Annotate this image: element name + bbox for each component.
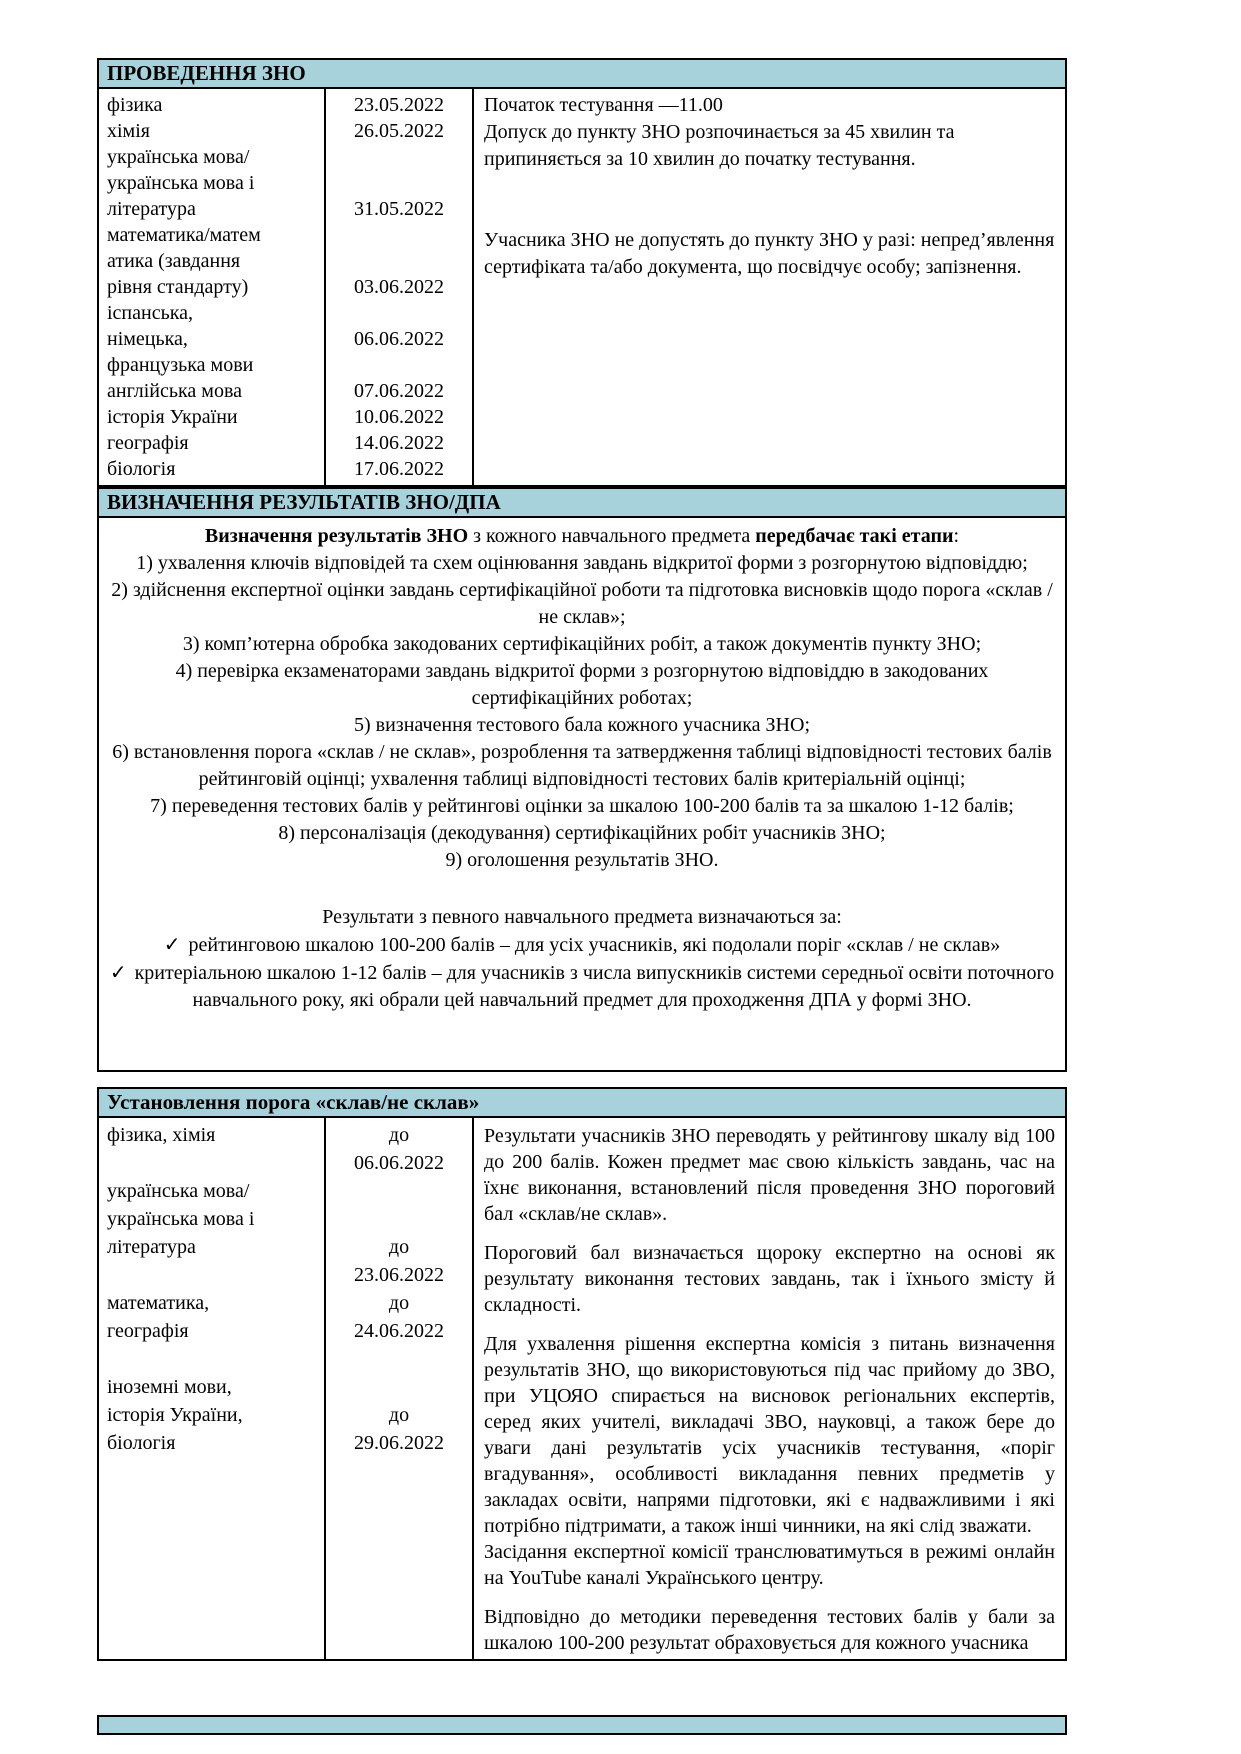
section-header-vyznachennya-rezultativ: ВИЗНАЧЕННЯ РЕЗУЛЬТАТІВ ЗНО/ДПА xyxy=(97,487,1067,518)
subject-line: німецька, xyxy=(107,328,188,350)
results-title: Результати з певного навчального предмета визначаються за: xyxy=(322,906,842,928)
subject-line: фізика, хімія xyxy=(107,1124,216,1146)
step-item: 1) ухвалення ключів відповідей та схем оцінювання завдань відкритої форми з розгорнутою відповіддю; xyxy=(136,552,1028,574)
results-intro-bold-lead: Визначення результатів ЗНО xyxy=(204,525,469,547)
date-line: до xyxy=(388,1236,410,1258)
subject-line: географія xyxy=(107,432,189,454)
date-line xyxy=(328,222,470,248)
date-line: 23.06.2022 xyxy=(354,1264,444,1286)
date-line xyxy=(328,248,470,274)
section-header-provedennya-zno: ПРОВЕДЕННЯ ЗНО xyxy=(97,58,1067,89)
check-item xyxy=(109,959,1055,1014)
subject-line: українська мова і xyxy=(107,172,255,194)
step-item: 4) перевірка екзаменаторами завдань відкритої форми з розгорнутою відповіддю в закодованих сертифікаційних роботах; xyxy=(175,660,989,709)
subject-line: математика, xyxy=(107,1292,210,1314)
date-line: 17.06.2022 xyxy=(354,458,444,480)
subject-line: іспанська, xyxy=(107,302,194,324)
subject-line: хімія xyxy=(107,120,150,142)
step-item: 8) персоналізація (декодування) сертифікаційних робіт учасників ЗНО; xyxy=(278,822,886,844)
admission-rules-paragraph: Допуск до пункту ЗНО розпочинається за 45 хвилин та припиняється за 10 хвилин до початку тестування. xyxy=(484,121,955,170)
check-item-text: рейтинговою шкалою 100-200 балів – для усіх учасників, які подолали поріг «склав / не склав» xyxy=(188,934,1001,956)
threshold-paragraph: Пороговий бал визначається щороку експертно на основі як результату виконання тестових завдань, так і їхнього змісту й складності. xyxy=(484,1242,1055,1316)
step-item: 2) здійснення експертної оцінки завдань сертифікаційної роботи та підготовка висновків щодо порога «склав / не склав»; xyxy=(111,579,1053,628)
date-line: 07.06.2022 xyxy=(354,380,444,402)
step-item: 5) визначення тестового бала кожного учасника ЗНО; xyxy=(354,714,810,736)
results-intro-bold-tail: передбачає такі етапи xyxy=(755,525,954,547)
subject-line xyxy=(107,1149,324,1177)
subject-line: література xyxy=(107,1236,196,1258)
date-line: 31.05.2022 xyxy=(354,198,444,220)
date-line: 14.06.2022 xyxy=(354,432,444,454)
date-line: 06.06.2022 xyxy=(354,328,444,350)
subject-line: французька мови xyxy=(107,354,254,376)
subject-line: англійська мова xyxy=(107,380,243,402)
date-line xyxy=(328,300,470,326)
date-line: до xyxy=(388,1124,410,1146)
subject-line: біологія xyxy=(107,1432,176,1454)
subject-line: українська мова і xyxy=(107,1208,255,1230)
subject-line: рівня стандарту) xyxy=(107,276,249,298)
subject-line: література xyxy=(107,198,196,220)
checkmark-icon: ✓ xyxy=(109,960,127,984)
zno-dates-table xyxy=(97,89,1067,487)
next-section-header-strip xyxy=(97,1715,1067,1735)
info-column xyxy=(474,89,1065,485)
subject-line: українська мова/ xyxy=(107,1180,250,1202)
date-line: 03.06.2022 xyxy=(354,276,444,298)
subject-line: біологія xyxy=(107,458,176,480)
date-line xyxy=(328,1345,470,1373)
date-line: до xyxy=(388,1292,410,1314)
subject-line xyxy=(107,1345,324,1373)
date-line: 26.05.2022 xyxy=(354,120,444,142)
step-item: 3) комп’ютерна обробка закодованих сертифікаційних робіт, а також документів пункту ЗНО; xyxy=(182,633,982,655)
checkmark-icon: ✓ xyxy=(163,932,181,956)
results-intro-middle: з кожного навчального предмета xyxy=(468,525,756,547)
non-admission-paragraph: Учасника ЗНО не допустять до пункту ЗНО у разі: непред’явлення сертифіката та/або документа, що посвідчує особу; запізнення. xyxy=(484,229,1055,278)
step-item: 7) переведення тестових балів у рейтингові оцінки за шкалою 100-200 балів та за шкалою 1-12 балів; xyxy=(150,795,1014,817)
date-line xyxy=(328,1373,470,1401)
subject-line: атика (завдання xyxy=(107,250,241,272)
date-line: 23.05.2022 xyxy=(354,94,444,116)
date-line xyxy=(328,1177,470,1205)
date-line: до xyxy=(388,1404,410,1426)
subject-line: історія України, xyxy=(107,1404,243,1426)
section-gap xyxy=(97,1072,1067,1087)
date-line xyxy=(328,170,470,196)
step-item: 9) оголошення результатів ЗНО. xyxy=(445,849,719,871)
date-line xyxy=(328,1205,470,1233)
subject-line: іноземні мови, xyxy=(107,1376,232,1398)
document-content xyxy=(97,58,1067,1735)
results-intro xyxy=(109,523,1055,550)
check-item-text: критеріальною шкалою 1-12 балів – для учасників з числа випускників системи середньої освіти поточного навчального року, які обрали цей навчальний предмет для проходження ДПА у формі ЗНО. xyxy=(134,962,1055,1011)
results-intro-colon: : xyxy=(953,525,960,547)
threshold-paragraph: Засідання експертної комісії транслюватимуться в режимі онлайн на YouTube каналі Українського центру. xyxy=(484,1541,1055,1589)
subject-line xyxy=(107,1261,324,1289)
subject-line: українська мова/ xyxy=(107,146,250,168)
dates-column xyxy=(326,89,474,485)
subject-line: математика/матем xyxy=(107,224,261,246)
threshold-dates-column xyxy=(326,1118,474,1659)
subject-line: фізика xyxy=(107,94,163,116)
subject-line: географія xyxy=(107,1320,189,1342)
threshold-subjects-column xyxy=(99,1118,326,1659)
threshold-paragraph: Результати учасників ЗНО переводять у рейтингову шкалу від 100 до 200 балів. Кожен предмет має свою кількість завдань, час на їхнє виконання, встановлений після проведення ЗНО пороговий бал «склав/не склав». xyxy=(484,1125,1055,1225)
check-item xyxy=(109,931,1055,959)
date-line xyxy=(328,352,470,378)
date-line xyxy=(328,144,470,170)
threshold-info-column xyxy=(474,1118,1065,1659)
date-line: 06.06.2022 xyxy=(354,1152,444,1174)
date-line: 29.06.2022 xyxy=(354,1432,444,1454)
threshold-table xyxy=(97,1118,1067,1661)
date-line: 24.06.2022 xyxy=(354,1320,444,1342)
threshold-paragraph: Відповідно до методики переведення тестових балів у бали за шкалою 100-200 результат обраховується для кожного учасника xyxy=(484,1606,1055,1654)
testing-start-line: Початок тестування —11.00 xyxy=(484,94,723,116)
results-determination-body xyxy=(97,518,1067,1072)
section-header-porig-threshold: Установлення порога «склав/не склав» xyxy=(97,1087,1067,1118)
date-line: 10.06.2022 xyxy=(354,406,444,428)
subject-line: історія України xyxy=(107,406,238,428)
step-item: 6) встановлення порога «склав / не склав», розроблення та затвердження таблиці відповідності тестових балів рейтинговій оцінці; ухвалення таблиці відповідності тестових балів критеріальній оцінці; xyxy=(112,741,1052,790)
subjects-column xyxy=(99,89,326,485)
threshold-paragraph: Для ухвалення рішення експертна комісія з питань визначення результатів ЗНО, що використовуються під час прийому до ЗВО, при УЦОЯО спирається на висновок регіональних експертів, серед яких учителі, викладачі ЗВО, науковці, а також бере до уваги дані результатів усіх учасників тестування, «поріг вгадування», особливості викладання певних предметів у закладах освіти, напрями підготовки, які є надважливими і які потрібно підтримати, а також інші чинники, на які слід зважати. xyxy=(484,1333,1055,1537)
